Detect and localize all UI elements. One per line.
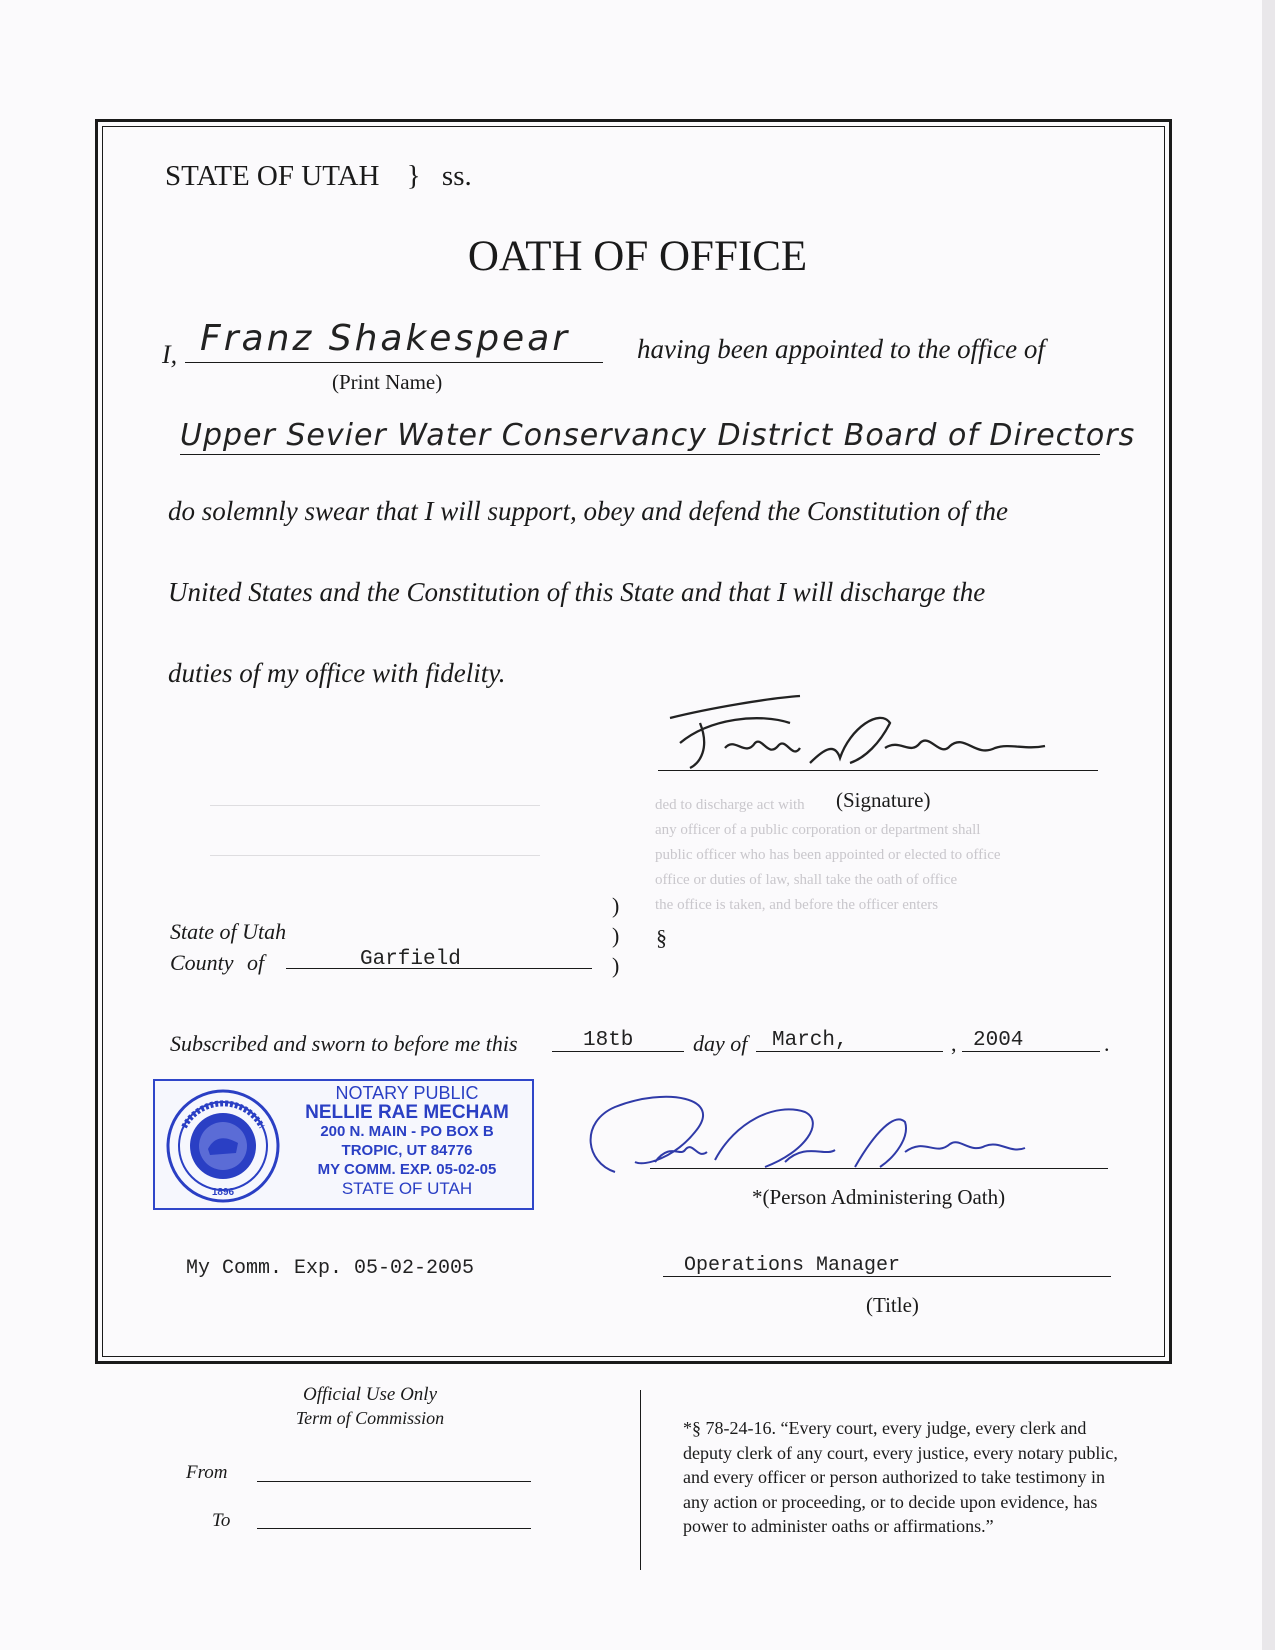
month-value: March, — [772, 1029, 848, 1052]
appointed-text: having been appointed to the office of — [637, 334, 1045, 364]
subscribed-prefix: Subscribed and sworn to before me this — [170, 1031, 518, 1056]
statute-line: power to administer oaths or affirmations.” — [683, 1516, 994, 1536]
signature-caption: (Signature) — [836, 788, 931, 812]
print-name-line — [185, 362, 603, 363]
stamp-name: NELLIE RAE MECHAM — [305, 1102, 509, 1123]
administrator-caption: *(Person Administering Oath) — [752, 1185, 1006, 1209]
stamp-line: TROPIC, UT 84776 — [341, 1142, 473, 1159]
ss-label: ss. — [441, 160, 472, 192]
document-title: OATH OF OFFICE — [467, 233, 808, 280]
year-value: 2004 — [973, 1029, 1024, 1052]
stamp-line: MY COMM. EXP. 05-02-05 — [317, 1161, 497, 1178]
term-of-commission-heading: Term of Commission — [295, 1408, 445, 1428]
stamp-line: 200 N. MAIN - PO BOX B — [320, 1123, 494, 1140]
brace: } — [406, 160, 421, 192]
divider — [640, 1390, 641, 1570]
subscribed-period: . — [1104, 1031, 1110, 1056]
oath-body-line: duties of my office with fidelity. — [168, 658, 506, 688]
venue-paren: ) — [612, 893, 620, 918]
administrator-line — [650, 1168, 1108, 1169]
notary-seal-icon — [164, 1087, 282, 1205]
year-comma: , — [951, 1031, 957, 1056]
venue-paren: ) — [612, 923, 620, 948]
print-name-caption: (Print Name) — [332, 370, 443, 394]
title-caption: (Title) — [866, 1293, 919, 1317]
oath-body-line: United States and the Constitution of this State and that I will discharge the — [168, 577, 986, 607]
bleed-through-line: the office is taken, and before the officer enters — [655, 897, 939, 913]
state-name: STATE OF UTAH — [165, 160, 380, 192]
venue-state: State of Utah — [170, 919, 287, 944]
commission-expiration: My Comm. Exp. 05-02-2005 — [186, 1257, 475, 1280]
from-label: From — [186, 1462, 228, 1483]
bleed-through-line: office or duties of law, shall take the oath of office — [655, 872, 958, 888]
signature-scribble — [650, 688, 1070, 783]
title-value: Operations Manager — [684, 1254, 901, 1277]
office-line — [180, 454, 1100, 455]
to-label: To — [212, 1510, 231, 1531]
notary-stamp — [153, 1079, 534, 1210]
statute-line: any action or proceeding, or to decide upon evidence, has — [683, 1491, 1098, 1512]
statute-line: and every officer or person authorized to take testimony in — [683, 1467, 1106, 1487]
print-name-value: Franz Shakespear — [200, 318, 571, 359]
bleed-through-line: ded to discharge act with — [655, 797, 805, 813]
bleed-through-line: public officer who has been appointed or elected to office — [655, 847, 1001, 863]
day-value: 18tb — [583, 1029, 634, 1052]
signature-line — [658, 770, 1098, 771]
state-heading — [165, 160, 472, 193]
to-line — [257, 1528, 531, 1529]
oath-body-line: do solemnly swear that I will support, obey and defend the Constitution of the — [168, 496, 1008, 526]
i-prefix: I, — [162, 340, 178, 369]
statute-line: deputy clerk of any court, every justice, every notary public, — [683, 1442, 1118, 1463]
stamp-line: STATE OF UTAH — [341, 1179, 473, 1198]
stamp-line: NOTARY PUBLIC — [335, 1083, 479, 1103]
bleed-through-line: any officer of a public corporation or department shall — [655, 822, 981, 838]
official-use-heading: Official Use Only — [302, 1384, 438, 1405]
venue-county-label: County of — [170, 950, 265, 975]
county-value: Garfield — [360, 948, 461, 971]
administrator-signature-scribble — [575, 1082, 1075, 1192]
from-line — [257, 1481, 531, 1482]
day-of-text: day of — [693, 1031, 748, 1056]
venue-paren: ) — [612, 953, 620, 978]
statute-line: *§ 78-24-16. “Every court, every judge, every clerk and — [683, 1418, 1087, 1438]
office-value: Upper Sevier Water Conservancy District Board of Directors — [180, 418, 1136, 453]
statute-text — [683, 1416, 1118, 1539]
seal-year: 1896 — [211, 1187, 235, 1198]
section-symbol: § — [656, 925, 667, 950]
